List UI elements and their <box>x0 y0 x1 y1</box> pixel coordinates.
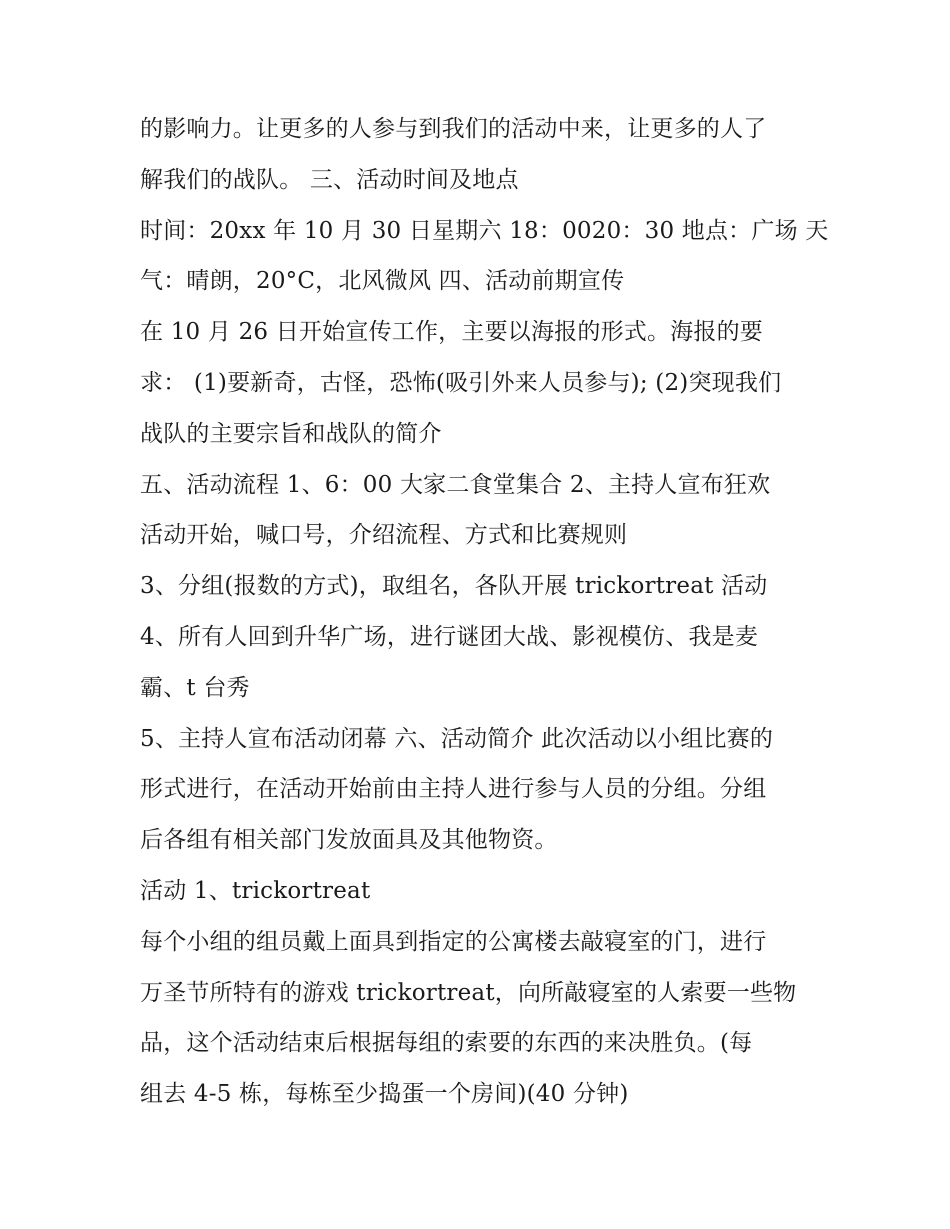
text-line: 五、活动流程 1、6：00 大家二食堂集合 2、主持人宣布狂欢 <box>140 471 771 498</box>
text-line: 的影响力。让更多的人参与到我们的活动中来，让更多的人了 <box>140 116 767 142</box>
text-line: 后各组有相关部门发放面具及其他物资。 <box>140 827 558 854</box>
text-line: 每个小组的组员戴上面具到指定的公寓楼去敲寝室的门，进行 <box>140 928 767 955</box>
text-line: 4、所有人回到升华广场，进行谜团大战、影视模仿、我是麦 <box>140 623 759 650</box>
text-line: 气：晴朗，20°C，北风微风 四、活动前期宣传 <box>140 268 625 295</box>
text-line: 形式进行，在活动开始前由主持人进行参与人员的分组。分组 <box>140 776 767 803</box>
text-line: 解我们的战队。 三、活动时间及地点 <box>140 166 519 193</box>
text-line: 在 10 月 26 日开始宣传工作，主要以海报的形式。海报的要 <box>140 319 763 346</box>
text-line: 时间：20xx 年 10 月 30 日星期六 18：0020：30 地点：广场 天 <box>140 217 829 244</box>
text-line: 求： (1)要新奇，古怪，恐怖(吸引外来人员参与); (2)突现我们 <box>140 369 782 396</box>
text-line: 万圣节所特有的游戏 trickortreat，向所敲寝室的人索要一些物 <box>140 979 797 1006</box>
document-body <box>140 104 829 1120</box>
text-line: 霸、t 台秀 <box>140 674 250 701</box>
text-line: 品，这个活动结束后根据每组的索要的东西的来决胜负。(每 <box>140 1030 753 1057</box>
text-line: 战队的主要宗旨和战队的简介 <box>140 420 442 447</box>
text-line: 5、主持人宣布活动闭幕 六、活动简介 此次活动以小组比赛的 <box>140 725 774 752</box>
text-line: 3、分组(报数的方式)，取组名，各队开展 trickortreat 活动 <box>140 573 768 600</box>
text-line: 活动开始，喊口号，介绍流程、方式和比赛规则 <box>140 522 628 549</box>
text-line: 活动 1、trickortreat <box>140 877 371 904</box>
text-line: 组去 4-5 栋，每栋至少捣蛋一个房间)(40 分钟) <box>140 1081 629 1108</box>
